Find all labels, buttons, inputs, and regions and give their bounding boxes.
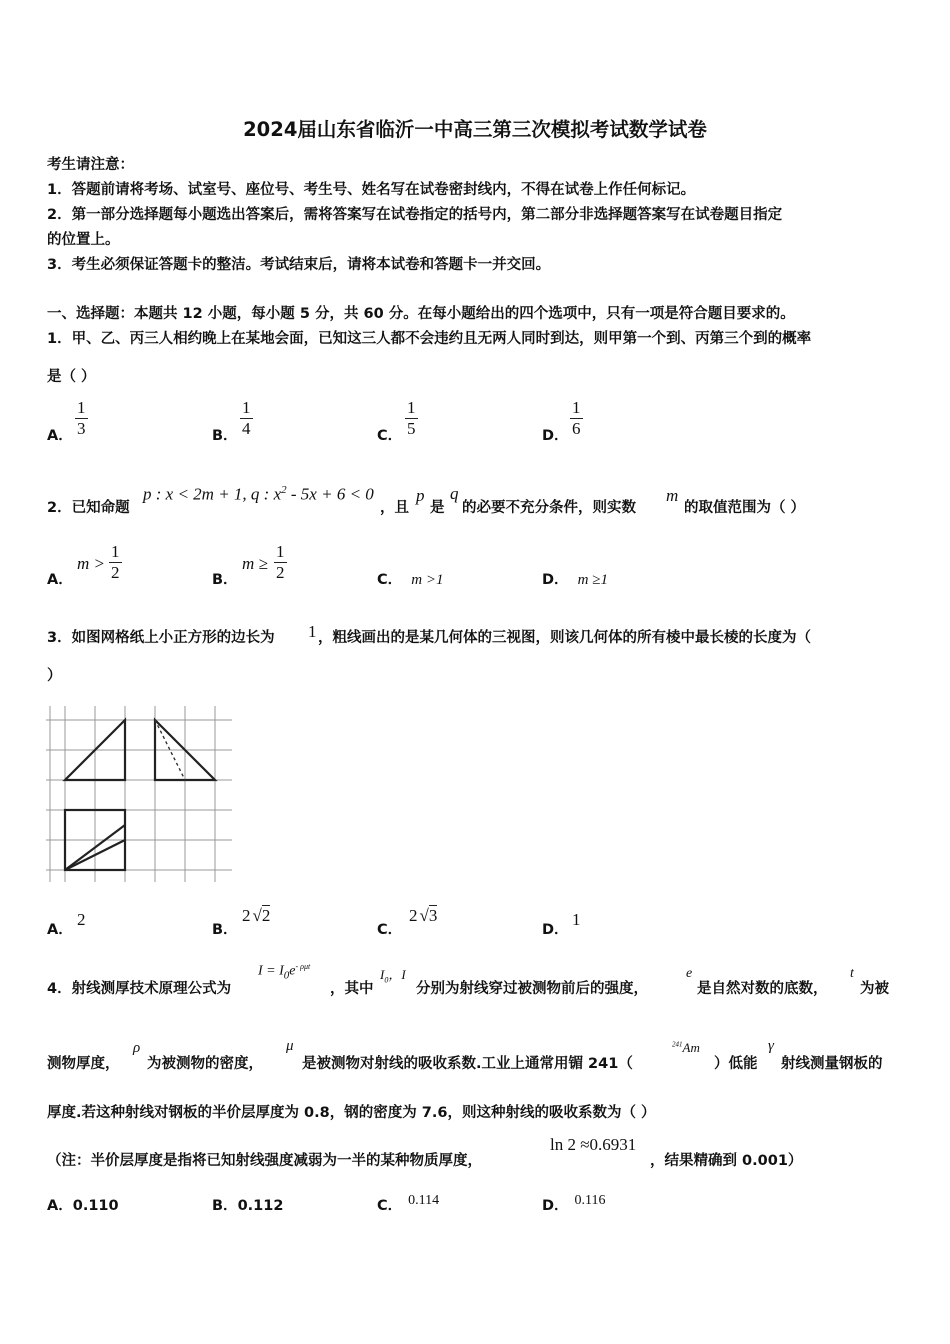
q4-text-9: 射线测量钢板的 <box>781 1056 883 1072</box>
section-heading: 一、选择题：本题共 12 小题，每小题 5 分，共 60 分。在每小题给出的四个选项中，只有一项是符合题目要求的。 <box>47 306 795 322</box>
q4-note-b: ，结果精确到 0.001） <box>650 1153 803 1169</box>
page-title: 2024届山东省临沂一中高三第三次模拟考试数学试卷 <box>243 118 707 141</box>
question-1-cont: 是（ ） <box>47 369 96 385</box>
fraction: $\frac{1}{4}$ <box>242 398 251 438</box>
q2-option-c[interactable]: C． m >1 <box>377 572 444 588</box>
q2-formula: p : x < 2m + 1, q : $x^2 - 5x + 6 < 0$ <box>143 484 374 504</box>
q4-option-b[interactable]: B．0.112 <box>212 1198 284 1214</box>
q4-americium: $^{241}$Am <box>672 1040 700 1055</box>
q4-text-4: 为被 <box>860 981 889 997</box>
q2-text-2: 是 <box>430 500 445 516</box>
q4-var-t: t <box>850 966 854 981</box>
question-3-cont: ） <box>47 668 62 684</box>
q3-unit: 1 <box>308 622 317 641</box>
question-1: 1．甲、乙、丙三人相约晚上在某地会面，已知这三人都不会违约且无两人同时到达，则甲第一个到、丙第三个到的概率 <box>47 331 812 347</box>
q4-text-10: 厚度.若这种射线对钢板的半价层厚度为 0.8，钢的密度为 7.6，则这种射线的吸收系数为（ ） <box>47 1105 656 1121</box>
q4-text-8: ）低能 <box>714 1056 758 1072</box>
question-2-prefix: 2．已知命题 <box>47 500 130 516</box>
q2-option-d[interactable]: D． m ≥1 <box>542 572 608 588</box>
q4-text-5: 测物厚度， <box>47 1056 120 1072</box>
q4-option-c[interactable]: C． 0.114 <box>377 1193 440 1214</box>
notice-item-1: 1．答题前请将考场、试室号、座位号、考生号、姓名写在试卷密封线内，不得在试卷上作任何标记。 <box>47 182 696 198</box>
q4-text-2: 分别为射线穿过被测物前后的强度， <box>416 981 648 997</box>
q4-var-e: e <box>686 966 693 981</box>
q4-text-3: 是自然对数的底数， <box>697 981 828 997</box>
q4-text-6: 为被测物的密度， <box>147 1056 263 1072</box>
thick-outlines <box>65 720 215 870</box>
fraction: $\frac{1}{5}$ <box>407 398 416 438</box>
notice-item-2-cont: 的位置上。 <box>47 232 120 248</box>
q4-var-gamma: γ <box>768 1038 774 1054</box>
q2-var-m: m <box>666 486 679 505</box>
q4-ln2: ln 2 ≈0.6931 <box>550 1135 637 1154</box>
q4-formula: $I = I_0e^{- \rho\mu t}$ <box>258 962 311 982</box>
notice-heading: 考生请注意： <box>47 157 134 173</box>
grid-lines <box>46 706 232 882</box>
three-view-figure <box>46 706 232 882</box>
q2-var-q: q <box>450 484 459 503</box>
fraction: $\frac{1}{2}$ <box>276 542 285 582</box>
q4-text-1: ，其中 <box>330 981 374 997</box>
fraction: $\frac{1}{6}$ <box>572 398 581 438</box>
q4-option-d[interactable]: D． 0.116 <box>542 1193 606 1214</box>
q4-note-a: （注：半价层厚度是指将已知射线强度减弱为一半的某种物质厚度， <box>47 1153 482 1169</box>
fraction: $\frac{1}{2}$ <box>111 542 120 582</box>
q4-var-rho: ρ <box>133 1040 141 1056</box>
q2-text-1: ，且 <box>380 500 409 516</box>
q2-text-4: 的取值范围为（ ） <box>684 500 806 516</box>
q2-text-3: 的必要不充分条件，则实数 <box>462 500 636 516</box>
q4-text-7: 是被测物对射线的吸收系数.工业上通常用镅 241（ <box>302 1056 633 1072</box>
question-3-suffix: ，粗线画出的是某几何体的三视图，则该几何体的所有棱中最长棱的长度为（ <box>318 630 811 646</box>
q4-i0: $I_0$，I <box>380 967 406 985</box>
q4-var-mu: μ <box>286 1038 294 1054</box>
notice-item-3: 3．考生必须保证答题卡的整洁。考试结束后，请将本试卷和答题卡一并交回。 <box>47 257 551 273</box>
q4-option-a[interactable]: A．0.110 <box>47 1198 119 1214</box>
question-4-prefix: 4．射线测厚技术原理公式为 <box>47 981 232 997</box>
question-3-prefix: 3．如图网格纸上小正方形的边长为 <box>47 630 275 646</box>
q2-var-p: p <box>416 486 425 505</box>
notice-item-2: 2．第一部分选择题每小题选出答案后，需将答案写在试卷指定的括号内，第二部分非选择题答案写在试卷题目指定 <box>47 207 783 223</box>
fraction: $\frac{1}{3}$ <box>77 398 86 438</box>
